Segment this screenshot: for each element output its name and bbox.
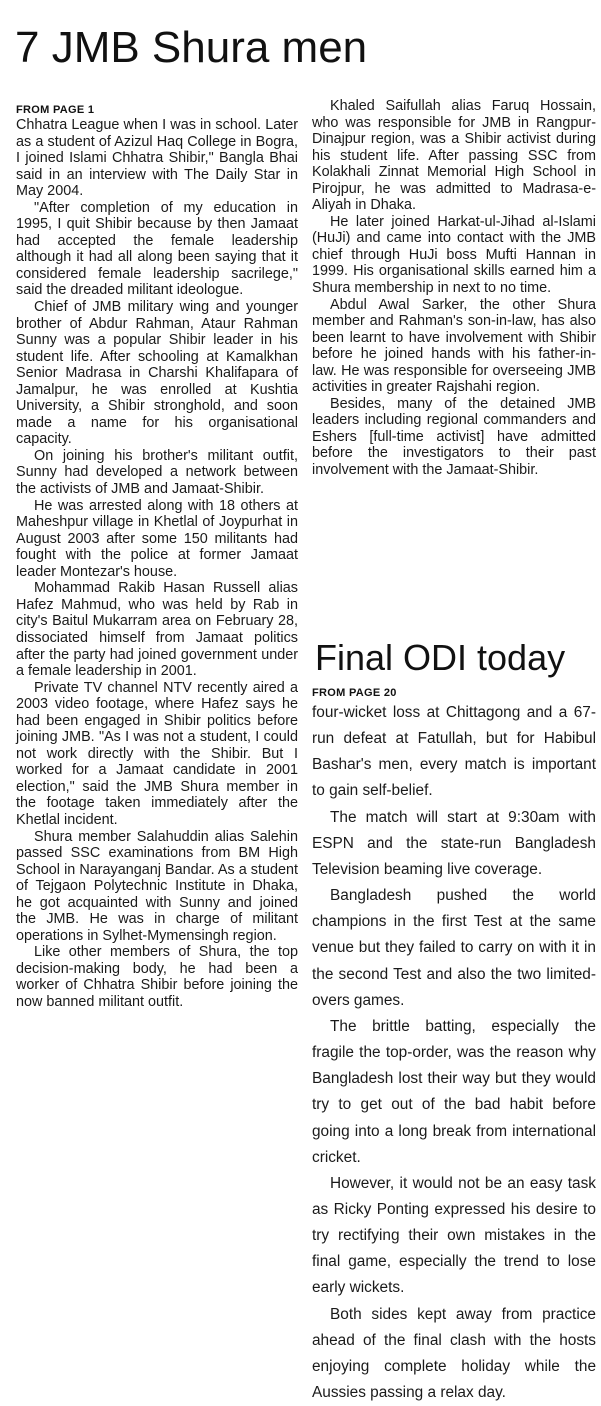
- paragraph: Khaled Saifullah alias Faruq Hossain, who was responsible for JMB in Rangpur-Dinajpur region, was a Shibir activist during his student life. After passing SSC from Kolakhali Zinnat Memorial High School in Pirojpur, he was admitted to Madrasa-e-Aliyah in Dhaka.: [312, 98, 596, 214]
- paragraph: He was arrested along with 18 others at Maheshpur village in Khetlal of Joypurhat in August 2003 after some 150 militants had fought with the police at former Jamaat leader Montezar's house.: [16, 497, 298, 580]
- paragraph: Chhatra League when I was in school. Later as a student of Azizul Haq College in Bogra, I joined Islami Chhatra Shibir," Bangla Bhai said in an interview with The Daily Star in May 2004.: [16, 117, 298, 200]
- article-shura-column-left: [16, 103, 298, 1335]
- paragraph: He later joined Harkat-ul-Jihad al-Islami (HuJi) and came into contact with the JMB chief through HuJi boss Mufti Hannan in 1999. His organisational skills earned him a Shura membership in next to no time.: [312, 213, 596, 297]
- paragraph: "After completion of my education in 1995, I quit Shibir because by then Jamaat had accepted the female leadership although it had all along been saying that it considered female leadership sacrilege," said the dreaded militant ideologue.: [16, 199, 298, 299]
- paragraph: Besides, many of the detained JMB leaders including regional commanders and Eshers [full-time activist] have admitted before the investigators to their past involvement with the Jamaat-Shibir.: [312, 395, 596, 479]
- paragraph: Abdul Awal Sarker, the other Shura member and Rahman's son-in-law, has also been learnt to have involvement with Shibir before he joined hands with his father-in-law. He was responsible for overseeing JMB activities in greater Rajshahi region.: [312, 296, 596, 396]
- dateline-from-page-20: FROM PAGE 20: [312, 687, 397, 699]
- paragraph: The brittle batting, especially the fragile the top-order, was the reason why Bangladesh lost their way but they would try to get out of the bad habit before going into a long break from international cricket.: [312, 1017, 596, 1166]
- paragraph: The match will start at 9:30am with ESPN and the state-run Bangladesh Television beaming live coverage.: [312, 808, 596, 878]
- article-odi-column: [312, 686, 596, 1402]
- paragraph: Both sides kept away from practice ahead of the final clash with the hosts enjoying complete holiday while the Aussies passing a relax day.: [312, 1305, 596, 1402]
- paragraph: On joining his brother's militant outfit, Sunny had developed a network between the activists of JMB and Jamaat-Shibir.: [16, 447, 298, 498]
- paragraph: Mohammad Rakib Hasan Russell alias Hafez Mahmud, who was held by Rab in city's Baitul Mukarram area on February 28, dissociated himself from Jamaat politics after the party had joined government under a female leadership in 2001.: [16, 580, 298, 680]
- paragraph: Bangladesh pushed the world champions in the first Test at the same venue but they failed to carry on with it in the second Test and also the two limited-overs games.: [312, 887, 596, 1009]
- paragraph: Private TV channel NTV recently aired a 2003 video footage, where Hafez says he had been engaged in Shibir politics before joining JMB. "As I was not a student, I could not work directly with the Shibir. But I worked for a Jamaat candidate in 2001 election," said the JMB Shura member in the footage taken immediately after the Khetlal incident.: [16, 679, 298, 828]
- dateline-from-page-1: FROM PAGE 1: [16, 104, 95, 116]
- article-shura-column-right: [312, 98, 596, 628]
- article-headline-shura: 7 JMB Shura men: [15, 23, 368, 72]
- paragraph: Shura member Salahuddin alias Salehin passed SSC examinations from BM High School in Narayanganj Bandar. As a student of Tejgaon Polytechnic Institute in Dhaka, he got acquainted with Sunny and joined the JMB. He was in charge of militant operations in Sylhet-Mymensingh region.: [16, 828, 298, 944]
- paragraph: However, it would not be an easy task as Ricky Ponting expressed his desire to try rectifying their own mistakes in the final game, especially the trend to lose early wickets.: [312, 1174, 596, 1297]
- paragraph: four-wicket loss at Chittagong and a 67-run defeat at Fatullah, but for Habibul Bashar's men, every match is important to gain self-belief.: [312, 704, 596, 800]
- article-headline-final-odi: Final ODI today: [315, 637, 566, 678]
- paragraph: Chief of JMB military wing and younger brother of Abdur Rahman, Ataur Rahman Sunny was a popular Shibir leader in his student life. After schooling at Kamalkhan Senior Madrasa in Charshi Khalifapara of Jamalpur, he was enrolled at Kushtia University, a Shibir stronghold, and soon made a name for his organisational capacity.: [16, 299, 298, 448]
- paragraph: Like other members of Shura, the top decision-making body, he had been a worker of Chhatra Shibir before joining the now banned militant outfit.: [16, 944, 298, 1010]
